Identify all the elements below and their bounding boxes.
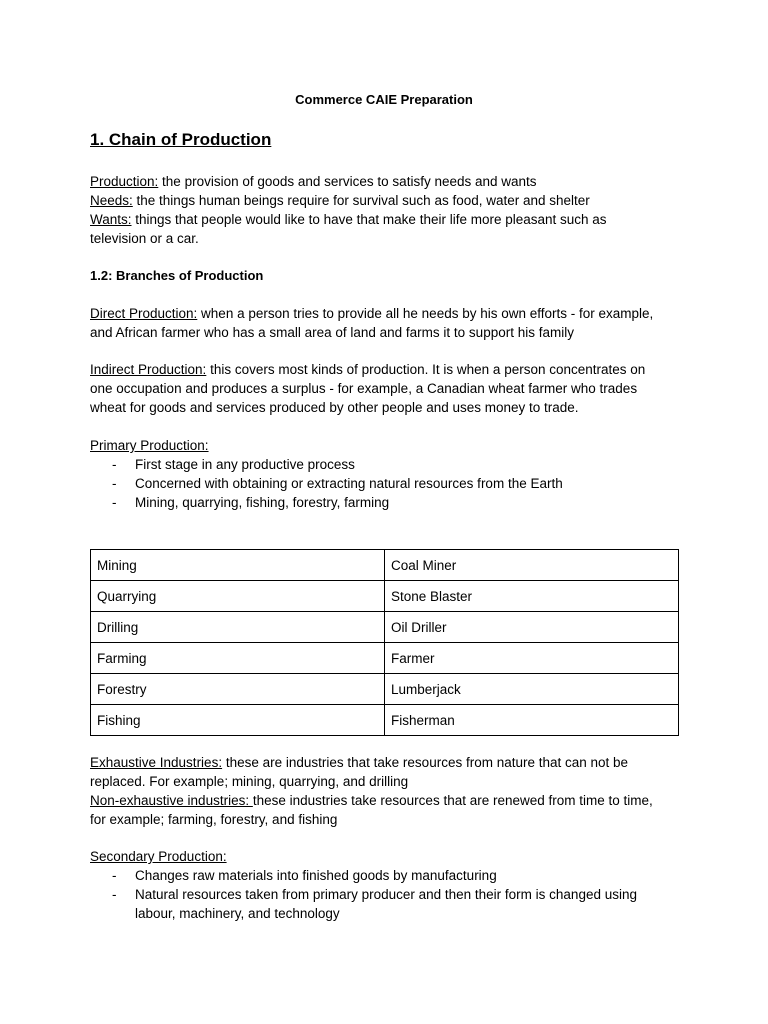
paragraph-text: replaced. For example; mining, quarrying, and drilling — [90, 774, 409, 789]
definition-production — [90, 172, 680, 191]
table-cell-industry: Fishing — [91, 705, 385, 736]
table-cell-industry: Mining — [91, 550, 385, 581]
section-heading-chain-of-production: 1. Chain of Production — [90, 130, 272, 149]
definition-wants-cont: television or a car. — [90, 231, 199, 246]
list-item: - First stage in any productive process — [112, 457, 355, 472]
table-cell-occupation: Oil Driller — [385, 612, 679, 643]
table-row — [91, 550, 679, 581]
table-row — [91, 643, 679, 674]
paragraph-text: these industries take resources that are renewed from time to time, — [252, 793, 653, 808]
term-primary-production: Primary Production: — [90, 438, 209, 453]
paragraph-text: when a person tries to provide all he needs by his own efforts - for example, — [197, 306, 654, 321]
table-cell-occupation: Lumberjack — [385, 674, 679, 705]
table-row — [91, 581, 679, 612]
table-row — [91, 674, 679, 705]
definition-text: things that people would like to have that make their life more pleasant such as — [131, 212, 607, 227]
definition-wants — [90, 210, 680, 229]
table-cell-industry: Farming — [91, 643, 385, 674]
table-cell-industry: Quarrying — [91, 581, 385, 612]
list-item: - Changes raw materials into finished goods by manufacturing — [112, 868, 497, 883]
direct-production-paragraph — [90, 304, 680, 342]
term-indirect-production: Indirect Production: — [90, 362, 207, 377]
table-row — [91, 612, 679, 643]
term-non-exhaustive-industries: Non-exhaustive industries: — [90, 793, 253, 808]
paragraph-text: for example; farming, forestry, and fishing — [90, 812, 338, 827]
paragraph-text: wheat for goods and services produced by other people and uses money to trade. — [90, 400, 579, 415]
bullet-dash: - — [112, 495, 117, 510]
paragraph-text: these are industries that take resources from nature that can not be — [222, 755, 629, 770]
paragraph-text: and African farmer who has a small area of land and farms it to support his family — [90, 325, 574, 340]
list-item: - Mining, quarrying, fishing, forestry, farming — [112, 495, 390, 510]
indirect-production-paragraph — [90, 360, 680, 417]
table-cell-occupation: Farmer — [385, 643, 679, 674]
secondary-production-heading — [90, 847, 680, 866]
definition-text: the things human beings require for survival such as food, water and shelter — [132, 193, 590, 208]
term-secondary-production: Secondary Production: — [90, 849, 227, 864]
paragraph-text: this covers most kinds of production. It is when a person concentrates on — [206, 362, 646, 377]
term-exhaustive-industries: Exhaustive Industries: — [90, 755, 223, 770]
subsection-heading-branches: 1.2: Branches of Production — [90, 268, 264, 283]
table-cell-occupation: Fisherman — [385, 705, 679, 736]
definitions-block — [90, 172, 680, 248]
exhaustive-industries-paragraph — [90, 753, 680, 829]
table-cell-industry: Forestry — [91, 674, 385, 705]
table-row — [91, 705, 679, 736]
secondary-production-list — [90, 866, 680, 923]
bullet-dash: - — [112, 887, 117, 902]
document-title: Commerce CAIE Preparation — [295, 92, 473, 107]
term-wants: Wants: — [90, 212, 132, 227]
definition-needs — [90, 191, 680, 210]
table-cell-occupation: Coal Miner — [385, 550, 679, 581]
term-production: Production: — [90, 174, 159, 189]
list-item: - Concerned with obtaining or extracting natural resources from the Earth — [112, 476, 563, 491]
bullet-dash: - — [112, 868, 117, 883]
bullet-dash: - — [112, 457, 117, 472]
paragraph-text: one occupation and produces a surplus - for example, a Canadian wheat farmer who trades — [90, 381, 638, 396]
primary-production-heading — [90, 436, 680, 455]
bullet-dash: - — [112, 476, 117, 491]
term-direct-production: Direct Production: — [90, 306, 198, 321]
definition-text: the provision of goods and services to satisfy needs and wants — [158, 174, 537, 189]
term-needs: Needs: — [90, 193, 133, 208]
table-cell-occupation: Stone Blaster — [385, 581, 679, 612]
table-cell-industry: Drilling — [91, 612, 385, 643]
list-item: - Natural resources taken from primary producer and then their form is changed using labour, machinery, and technology — [112, 887, 637, 921]
primary-industries-table — [90, 549, 679, 736]
primary-production-list — [90, 455, 680, 512]
